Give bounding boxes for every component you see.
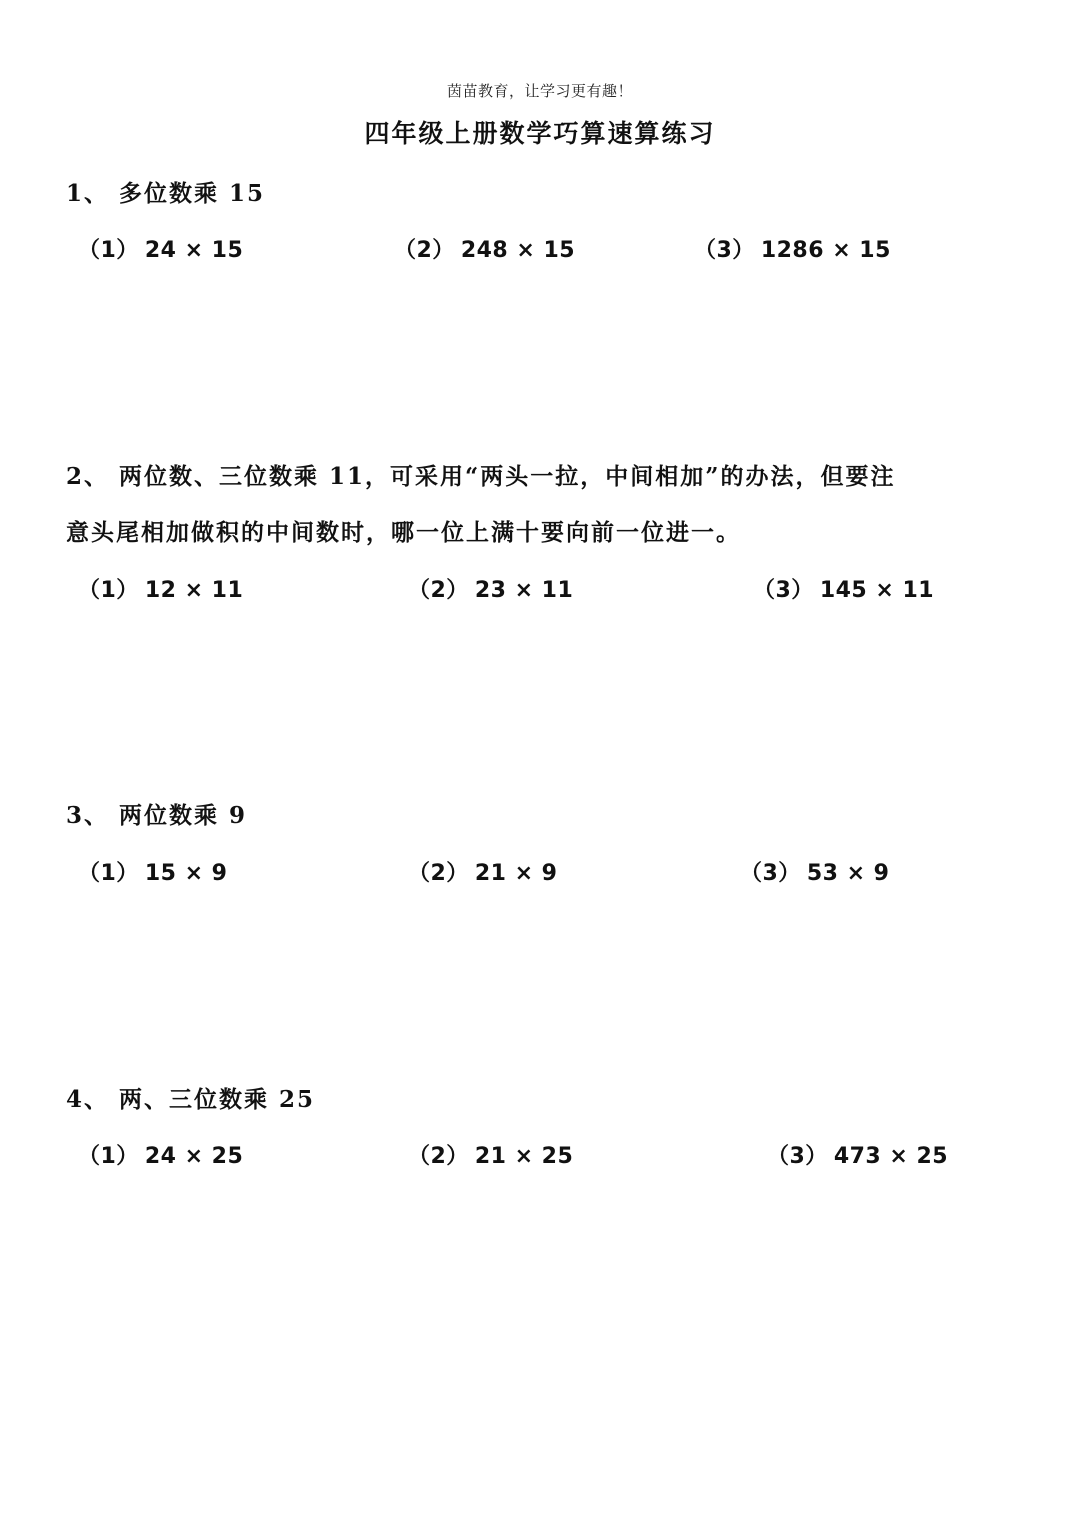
problem-expression: 145 × 11 [819, 578, 935, 603]
problem-expression: 23 × 11 [474, 578, 574, 603]
section-4-problem-3 [767, 1139, 948, 1170]
section-3-problem-3 [740, 856, 890, 887]
problem-number: （1） [78, 1144, 139, 1169]
section-3-problem-2 [408, 856, 558, 887]
problem-number: （1） [78, 861, 139, 886]
page-title: 四年级上册数学巧算速算练习 [364, 119, 716, 148]
header-note: 茵苗教育，让学习更有趣！ [446, 82, 633, 100]
problem-number: （3） [740, 861, 801, 886]
problem-number: （1） [78, 238, 139, 263]
problem-number: （2） [408, 578, 469, 603]
problem-number: （3） [767, 1144, 828, 1169]
section-2-problem-1 [78, 573, 243, 604]
section-4-heading: 4、 两、三位数乘 25 [66, 1086, 316, 1113]
section-2-heading-line-2: 意头尾相加做积的中间数时，哪一位上满十要向前一位进一。 [66, 519, 741, 546]
problem-expression: 473 × 25 [833, 1144, 949, 1169]
section-1-heading: 1、 多位数乘 15 [66, 180, 266, 207]
problem-number: （3） [694, 238, 755, 263]
problem-number: （3） [753, 578, 814, 603]
section-1-problem-2 [394, 233, 575, 264]
section-3-heading: 3、 两位数乘 9 [66, 802, 248, 829]
problem-expression: 21 × 9 [474, 861, 558, 886]
problem-expression: 53 × 9 [806, 861, 890, 886]
problem-number: （2） [408, 1144, 469, 1169]
problem-number: （2） [408, 861, 469, 886]
problem-expression: 24 × 15 [144, 238, 244, 263]
problem-expression: 1286 × 15 [760, 238, 891, 263]
section-4-problem-1 [78, 1139, 243, 1170]
problem-expression: 12 × 11 [144, 578, 244, 603]
problem-number: （1） [78, 578, 139, 603]
section-4-problem-2 [408, 1139, 573, 1170]
section-2-problem-2 [408, 573, 573, 604]
problem-expression: 248 × 15 [460, 238, 576, 263]
problem-expression: 15 × 9 [144, 861, 228, 886]
problem-number: （2） [394, 238, 455, 263]
section-3-problem-1 [78, 856, 228, 887]
problem-expression: 24 × 25 [144, 1144, 244, 1169]
section-1-problem-1 [78, 233, 243, 264]
section-2-heading: 2、 两位数、三位数乘 11，可采用“两头一拉，中间相加”的办法，但要注 [66, 463, 896, 490]
problem-expression: 21 × 25 [474, 1144, 574, 1169]
section-1-problem-3 [694, 233, 891, 264]
section-2-problem-3 [753, 573, 934, 604]
